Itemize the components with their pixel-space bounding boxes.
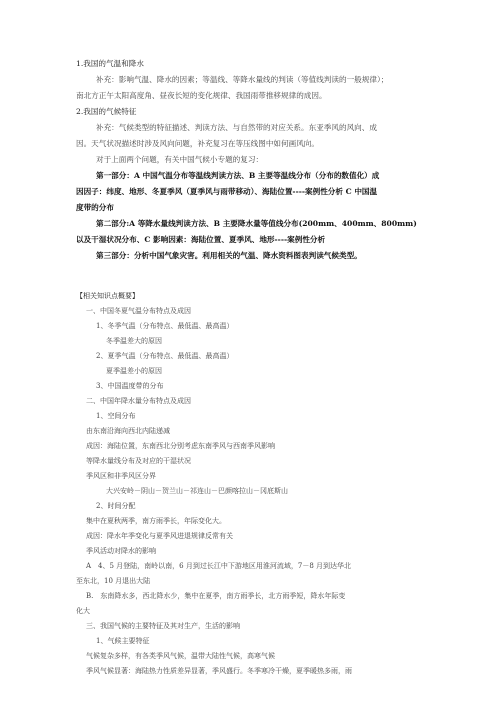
heading-temperature-precipitation: 1.我国的气温和降水 (76, 59, 144, 68)
outline-item: 等降水量线分布及对应的干湿状况 (86, 457, 191, 465)
outline-item: 集中在夏秋两季，南方雨季长，年际变化大。 (86, 517, 226, 525)
outline-item: 二、中国年降水量分布特点及成因 (86, 397, 191, 405)
outline-item: 1、气候主要特征 (96, 637, 150, 645)
outline-item: 由东南沿海向西北内陆递减 (86, 427, 170, 435)
bold-part-two: 第二部分:A 等降水量线判读方法、B 主要降水量等值线分布(200mm、400mm、800mm) (96, 219, 417, 228)
outline-item: 2、时间分配 (96, 502, 136, 510)
paragraph-line: 因。天气状况描述时涉及风向问题，补充复习在等压线图中如何画风向。 (76, 139, 319, 148)
paragraph-line: 南北方正午太阳高度角、昼夜长短的变化规律、我国雨带推移规律的成因。 (76, 91, 327, 100)
paragraph-line: 对于上面两个问题，有关中国气候小专题的复习： (96, 155, 264, 164)
outline-item: 夏季温差小的原因 (106, 367, 162, 375)
outline-item: B. 东南降水多，西北降水少，集中在夏季，南方雨季长，北方雨季短，降水年际变 (86, 592, 346, 600)
outline-item: 季风气候显著：海陆热力性质差异显著，季风盛行。冬季寒冷干燥，夏季暖热多雨，雨 (86, 667, 352, 675)
outline-item: 大兴安岭－阴山－贺兰山－祁连山－巴颜喀拉山－冈底斯山 (106, 487, 288, 495)
outline-item: 1、空间分布 (96, 412, 136, 420)
bold-part-three: 第三部分：分析中国气象灾害。利用相关的气温、降水资料图表判读气候类型。 (96, 251, 362, 260)
outline-item: 季风活动对降水的影响 (86, 547, 156, 555)
outline-item: 冬季温差大的原因 (106, 337, 162, 345)
outline-item: 2、夏季气温（分布特点、最低温、最高温） (96, 352, 234, 360)
bold-part-two: 以及干湿状况分布、C 影响因素：海陆位置、夏季风、地形----案例性分析 (76, 235, 326, 244)
outline-item: 1、冬季气温（分布特点、最低温、最高温） (96, 322, 234, 330)
outline-item: 化大 (76, 607, 90, 615)
outline-item: 3、中国温度带的分布 (96, 382, 164, 390)
outline-item: 气候复杂多样，有各类季风气候，温带大陆性气候，高寒气候 (86, 652, 275, 660)
outline-item: 季风区和非季风区分界 (86, 472, 156, 480)
heading-climate-features: 2.我国的气候特征 (76, 107, 137, 116)
paragraph-line: 补充：影响气温、降水的因素；等温线、等降水量线的判读（等值线判读的一般规律）； (96, 75, 389, 84)
section-title: 【相关知识点概要】 (76, 292, 139, 300)
outline-item: 成因：海陆位置，东南西北分别考虑东南季风与西南季风影响 (86, 442, 275, 450)
bold-part-one: 度带的分布 (76, 203, 114, 212)
outline-item: 一、中国冬夏气温分布特点及成因 (86, 307, 191, 315)
outline-item: 至东北，10 月退出大陆 (76, 577, 151, 585)
bold-part-one: 因因子：纬度、地形、冬夏季风（夏季风与雨带移动）、海陆位置----案例性分析 C 中国温 (76, 187, 378, 196)
outline-item: 成因：降水年季变化与夏季风进退规律反常有关 (86, 532, 233, 540)
bold-part-one: 第一部分：A 中国气温分布等温线判读方法、B 主要等温线分布（分布的数值化）成 (96, 171, 380, 180)
outline-item: 三、我国气候的主要特征及其对生产，生活的影响 (86, 622, 240, 630)
paragraph-line: 补充：气候类型的特征描述、判读方法、与自然带的对应关系。东亚季风的风向、成 (96, 123, 377, 132)
outline-item: A 4、5 月登陆，南岭以南，6 月到过长江中下游地区用淮河流域，7－8 月到达华北 (86, 562, 351, 570)
